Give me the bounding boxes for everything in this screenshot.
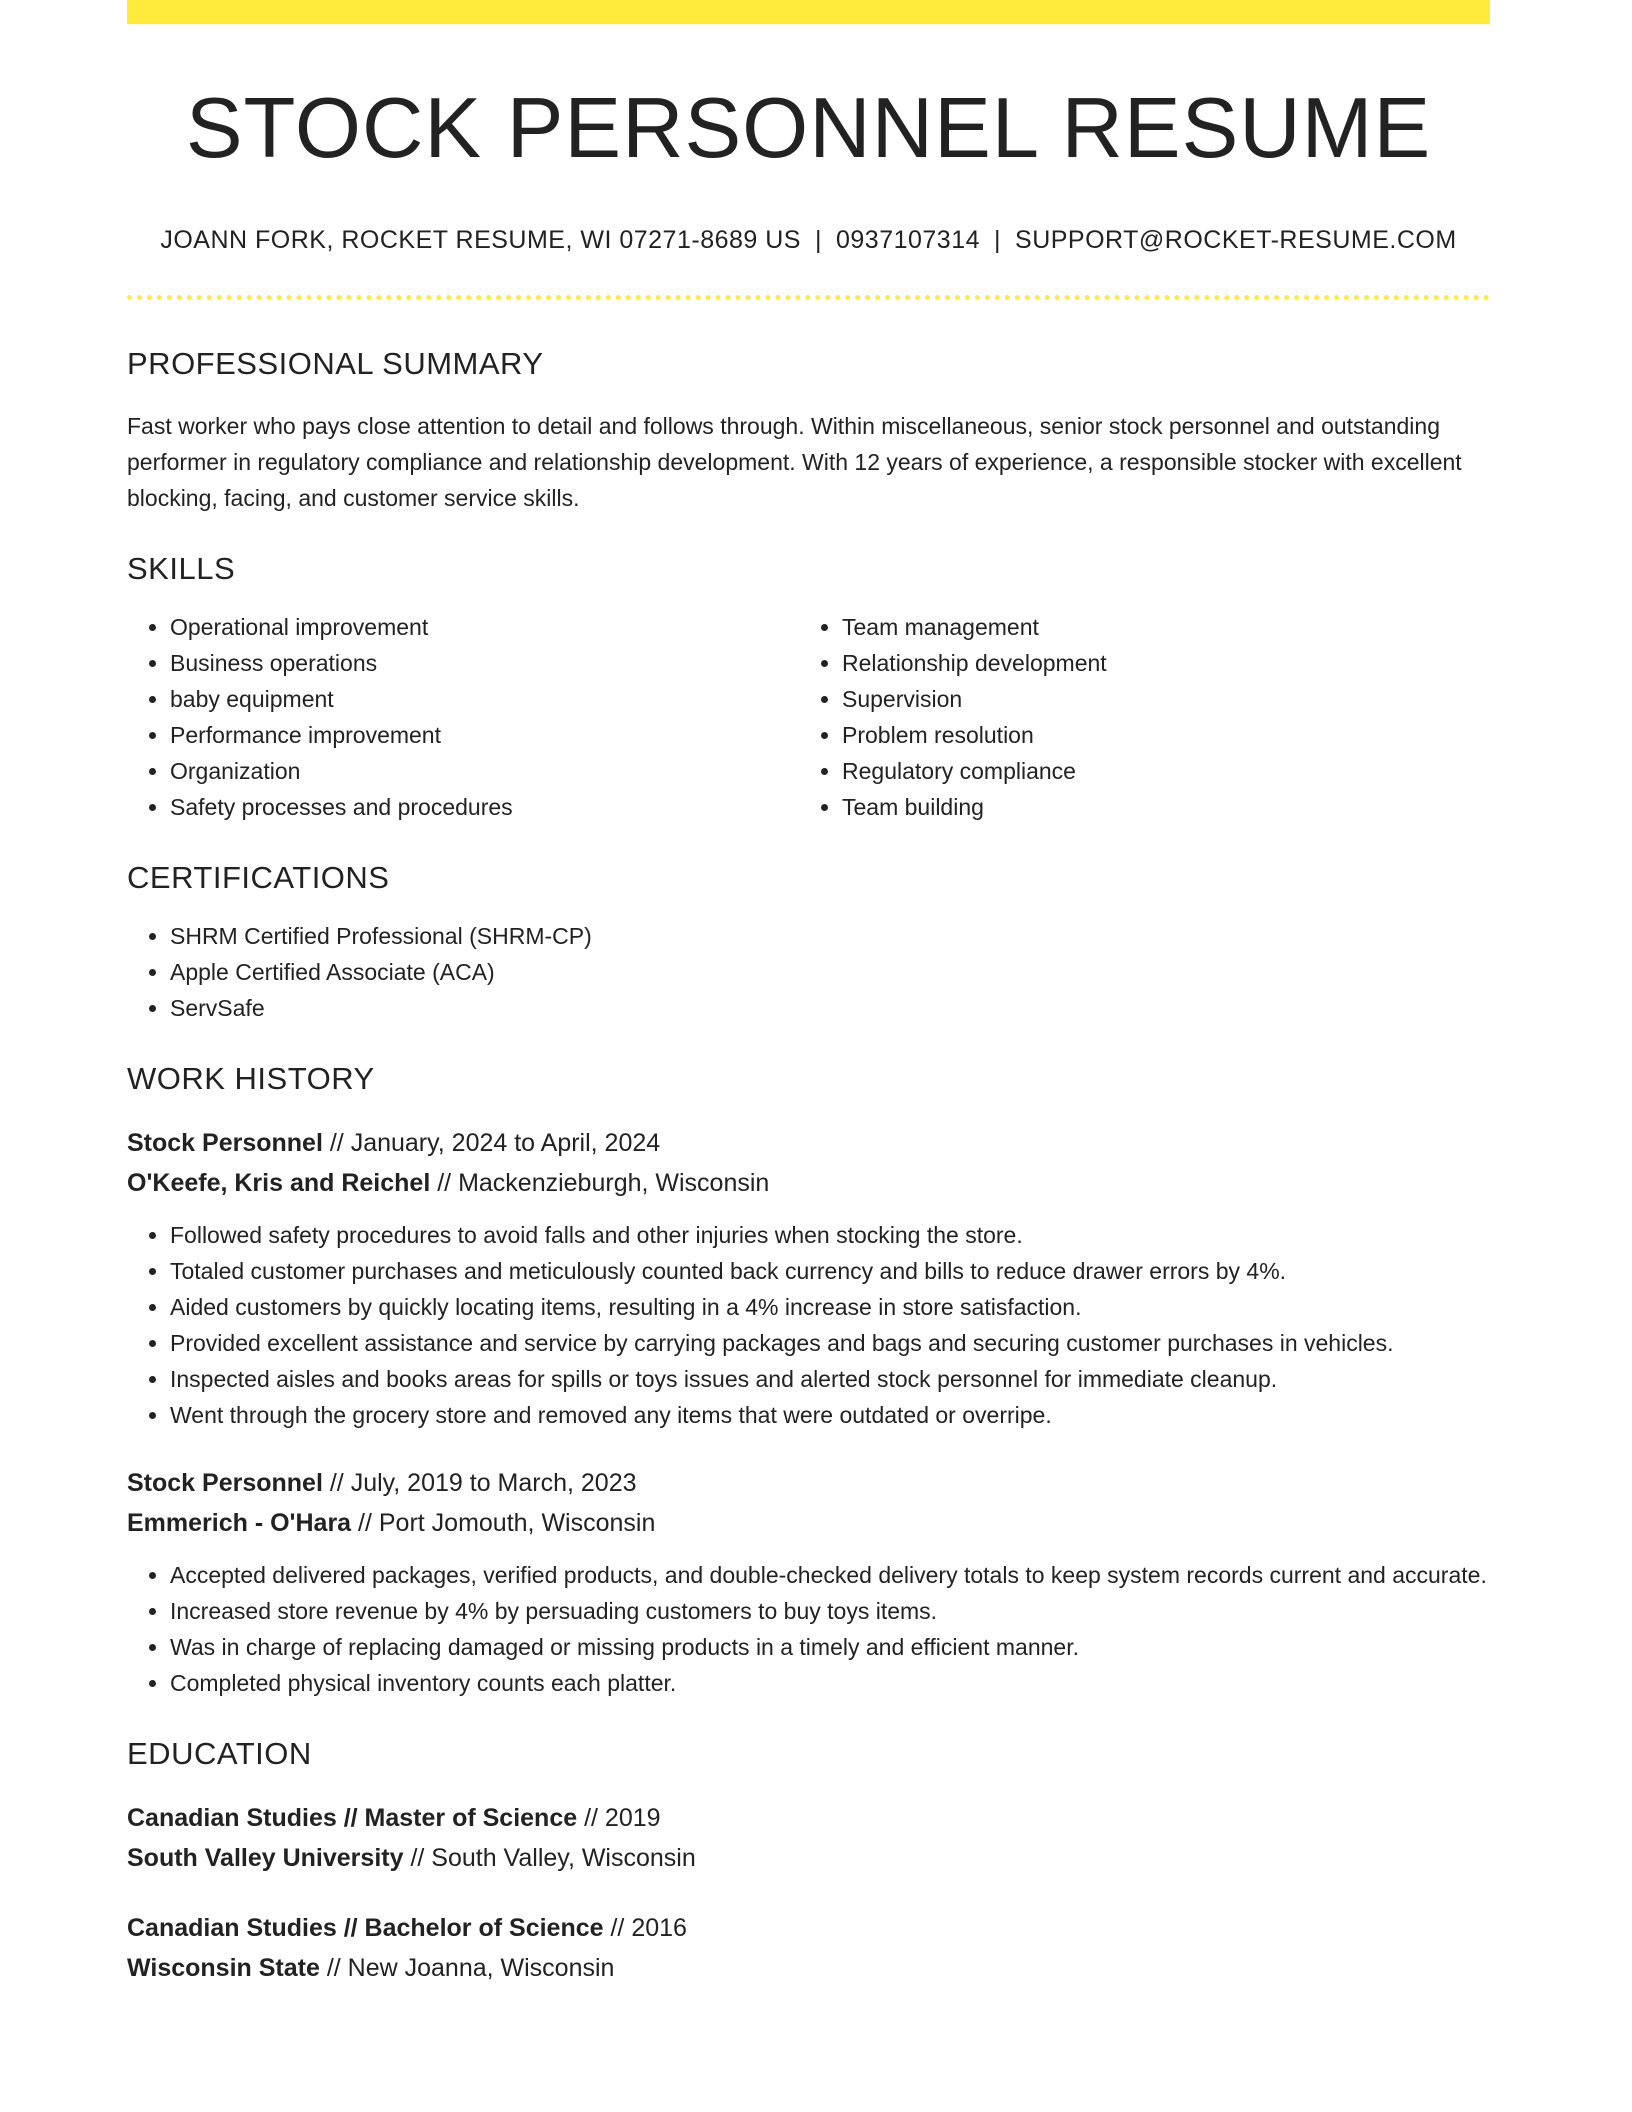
contact-line — [127, 226, 1490, 255]
accent-top-bar — [127, 0, 1490, 24]
education-degree: Canadian Studies // Master of Science — [127, 1803, 578, 1832]
contact-address: JOANN FORK, ROCKET RESUME, WI 07271-8689 US — [160, 225, 801, 254]
job-bullet: • Increased store revenue by 4% by persuading customers to buy toys items. — [170, 1593, 1490, 1629]
job-bullet: • Provided excellent assistance and service by carrying packages and bags and securing customer purchases in vehicles. — [170, 1325, 1490, 1361]
education-degree-line — [127, 1908, 1490, 1948]
skill-item: • Team management — [842, 609, 1471, 645]
job-location: // Port Jomouth, Wisconsin — [351, 1508, 656, 1537]
job-title-line — [127, 1123, 1490, 1163]
job-bullet: • Inspected aisles and books areas for spills or toys issues and alerted stock personnel for immediate cleanup. — [170, 1361, 1490, 1397]
certifications-list — [127, 918, 1490, 1026]
education-section — [127, 1736, 1490, 1988]
resume-page — [127, 0, 1490, 1988]
education-school: Wisconsin State — [127, 1953, 320, 1982]
job-bullet: • Was in charge of replacing damaged or missing products in a timely and efficient manner. — [170, 1629, 1490, 1665]
job-title: Stock Personnel — [127, 1468, 323, 1497]
skill-item: • Operational improvement — [170, 609, 799, 645]
skill-item: • Regulatory compliance — [842, 753, 1471, 789]
education-entry — [127, 1798, 1490, 1878]
skills-left-list — [127, 609, 799, 825]
skills-section — [127, 551, 1490, 825]
job-bullet: • Accepted delivered packages, verified products, and double-checked delivery totals to keep system records current and accurate. — [170, 1557, 1490, 1593]
skills-columns — [127, 609, 1490, 825]
job-bullet: • Aided customers by quickly locating items, resulting in a 4% increase in store satisfaction. — [170, 1289, 1490, 1325]
skill-item: • Safety processes and procedures — [170, 789, 799, 825]
job-entry — [127, 1123, 1490, 1433]
job-bullets — [127, 1217, 1490, 1433]
contact-email: SUPPORT@ROCKET-RESUME.COM — [1015, 225, 1457, 254]
education-heading: EDUCATION — [127, 1735, 312, 1771]
skill-item: • Team building — [842, 789, 1471, 825]
skills-heading: SKILLS — [127, 550, 236, 586]
job-bullet: • Completed physical inventory counts each platter. — [170, 1665, 1490, 1701]
job-location: // Mackenzieburgh, Wisconsin — [430, 1168, 770, 1197]
job-company: O'Keefe, Kris and Reichel — [127, 1168, 431, 1197]
contact-separator: | — [814, 225, 822, 254]
education-school: South Valley University — [127, 1843, 404, 1872]
contact-phone: 0937107314 — [835, 225, 981, 254]
job-title: Stock Personnel — [127, 1128, 323, 1157]
job-company: Emmerich - O'Hara — [127, 1508, 352, 1537]
skill-item: • Relationship development — [842, 645, 1471, 681]
skill-item: • Problem resolution — [842, 717, 1471, 753]
page-title: STOCK PERSONNEL RESUME — [185, 81, 1432, 176]
certifications-heading: CERTIFICATIONS — [127, 859, 390, 895]
job-company-line — [127, 1503, 1490, 1543]
education-school-line — [127, 1838, 1490, 1878]
education-location: // New Joanna, Wisconsin — [319, 1953, 615, 1982]
skill-item: • baby equipment — [170, 681, 799, 717]
certifications-section — [127, 860, 1490, 1026]
education-year: // 2016 — [603, 1913, 687, 1942]
job-dates: // July, 2019 to March, 2023 — [322, 1468, 637, 1497]
job-bullet: • Went through the grocery store and removed any items that were outdated or overripe. — [170, 1397, 1490, 1433]
education-year: // 2019 — [577, 1803, 661, 1832]
work-history-section — [127, 1061, 1490, 1701]
summary-heading: PROFESSIONAL SUMMARY — [127, 345, 544, 381]
job-company-line — [127, 1163, 1490, 1203]
education-location: // South Valley, Wisconsin — [403, 1843, 696, 1872]
job-dates: // January, 2024 to April, 2024 — [322, 1128, 661, 1157]
job-bullet: • Totaled customer purchases and meticulously counted back currency and bills to reduce drawer errors by 4%. — [170, 1253, 1490, 1289]
skill-item: • Performance improvement — [170, 717, 799, 753]
work-history-heading: WORK HISTORY — [127, 1060, 375, 1096]
job-bullet: • Followed safety procedures to avoid falls and other injuries when stocking the store. — [170, 1217, 1490, 1253]
job-title-line — [127, 1463, 1490, 1503]
skill-item: • Supervision — [842, 681, 1471, 717]
contact-separator: | — [994, 225, 1002, 254]
skill-item: • Business operations — [170, 645, 799, 681]
certification-item: • SHRM Certified Professional (SHRM-CP) — [170, 918, 1490, 954]
education-degree: Canadian Studies // Bachelor of Science — [127, 1913, 604, 1942]
skills-right-list — [799, 609, 1471, 825]
summary-text: Fast worker who pays close attention to detail and follows through. Within miscellaneous, senior stock personnel and outstanding performer in regulatory compliance and relationship development. With 12 years of experience, a responsible stocker with excellent blocking, facing, and customer service skills. — [127, 412, 1462, 511]
certification-item: • Apple Certified Associate (ACA) — [170, 954, 1490, 990]
education-entry — [127, 1908, 1490, 1988]
education-school-line — [127, 1948, 1490, 1988]
summary-section — [127, 346, 1490, 516]
job-entry — [127, 1463, 1490, 1701]
job-bullets — [127, 1557, 1490, 1701]
skill-item: • Organization — [170, 753, 799, 789]
education-degree-line — [127, 1798, 1490, 1838]
dotted-divider — [127, 295, 1490, 300]
certification-item: • ServSafe — [170, 990, 1490, 1026]
